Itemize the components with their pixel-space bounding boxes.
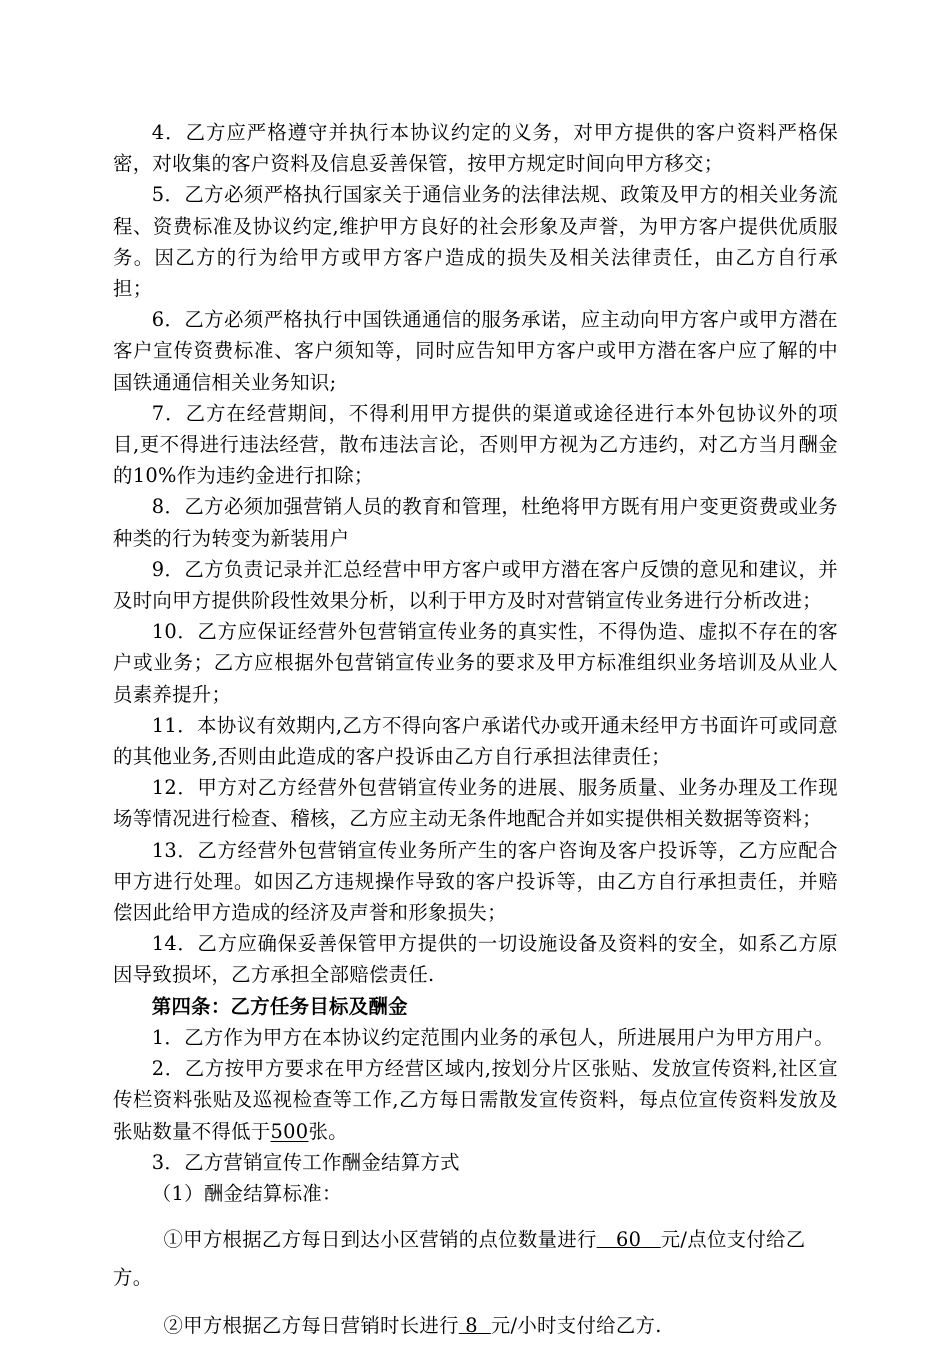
document-body [113, 117, 838, 1345]
clause-13: 13．乙方经营外包营销宣传业务所产生的客户咨询及客户投诉等，乙方应配合甲方进行处理。如因乙方违规操作导致的客户投诉等，由乙方自行承担责任，并赔偿因此给甲方造成的经济及声誉和形象损失； [113, 838, 838, 925]
payment-rule-2 [113, 1307, 838, 1345]
clause-10: 10．乙方应保证经营外包营销宣传业务的真实性，不得伪造、虚拟不存在的客户或业务；乙方应根据外包营销宣传业务的要求及甲方标准组织业务培训及从业人员素养提升； [113, 620, 838, 706]
item-2-text: 2．乙方按甲方要求在甲方经营区域内,按划分片区张贴、发放宣传资料,社区宣传栏资料张贴及巡视检查等工作,乙方每日需散发宣传资料，每点位宣传资料发放及张贴数量不得低于 [113, 1057, 838, 1143]
clause-9: 9．乙方负责记录并汇总经营中甲方客户或甲方潜在客户反馈的意见和建议，并及时向甲方提供阶段性效果分析，以利于甲方及时对营销宣传业务进行分析改进； [113, 557, 838, 613]
clause-11: 11．本协议有效期内,乙方不得向客户承诺代办或开通未经甲方书面许可或同意的其他业务,否则由此造成的客户投诉由乙方自行承担法律责任； [113, 713, 838, 769]
payment-rule-1 [113, 1221, 838, 1297]
payment-rule-2-text: ②甲方根据乙方每日营销时长进行 [163, 1314, 459, 1338]
item-2-suffix: 张。 [308, 1119, 348, 1143]
clause-7: 7．乙方在经营期间，不得利用甲方提供的渠道或途径进行本外包协议外的项目,更不得进行违法经营，散布违法言论，否则甲方视为乙方违约，对乙方当月酬金的10%作为违约金进行扣除； [113, 401, 838, 488]
clause-8: 8．乙方必须加强营销人员的教育和管理，杜绝将甲方既有用户变更资费或业务种类的行为转变为新装用户 [113, 495, 838, 550]
payment-rule-2-suffix: 元/小时支付给乙方. [490, 1314, 662, 1338]
hourly-rate-blank [459, 1314, 491, 1337]
clause-5: 5．乙方必须严格执行国家关于通信业务的法律法规、政策及甲方的相关业务流程、资费标准及协议约定,维护甲方良好的社会形象及声誉，为甲方客户提供优质服务。因乙方的行为给甲方或甲方客户造成的损失及相关法律责任，由乙方自行承担； [113, 183, 838, 301]
clause-6: 6．乙方必须严格执行中国铁通通信的服务承诺，应主动向甲方客户或甲方潜在客户宣传资费标准、客户须知等，同时应告知甲方客户或甲方潜在客户应了解的中国铁通通信相关业务知识; [113, 308, 838, 394]
min-quantity-value: 500 [270, 1119, 309, 1143]
clause-4: 4．乙方应严格遵守并执行本协议约定的义务，对甲方提供的客户资料严格保密，对收集的客户资料及信息妥善保管，按甲方规定时间向甲方移交； [113, 121, 838, 176]
clause-14: 14．乙方应确保妥善保管甲方提供的一切设施设备及资料的安全，如系乙方原因导致损坏，乙方承担全部赔偿责任. [113, 932, 838, 987]
settlement-standard: （1）酬金结算标准： [151, 1181, 342, 1205]
article-4-item-3: 3．乙方营销宣传工作酬金结算方式 [151, 1150, 460, 1174]
point-rate-blank [597, 1228, 661, 1251]
payment-rule-1-text: ①甲方根据乙方每日到达小区营销的点位数量进行 [163, 1228, 597, 1252]
article-4-heading: 第四条：乙方任务目标及酬金 [151, 994, 408, 1018]
hourly-rate-value: 8 [465, 1314, 478, 1338]
clause-12: 12．甲方对乙方经营外包营销宣传业务的进展、服务质量、业务办理及工作现场等情况进行检查、稽核，乙方应主动无条件地配合并如实提供相关数据等资料； [113, 776, 838, 831]
point-rate-value: 60 [616, 1228, 642, 1252]
payment-rule-1-suffix: 元/点位支付给乙方。 [113, 1228, 806, 1290]
article-4-item-2 [113, 1053, 838, 1147]
article-4-item-1: 1．乙方作为甲方在本协议约定范围内业务的承包人，所进展用户为甲方用户。 [151, 1025, 834, 1049]
